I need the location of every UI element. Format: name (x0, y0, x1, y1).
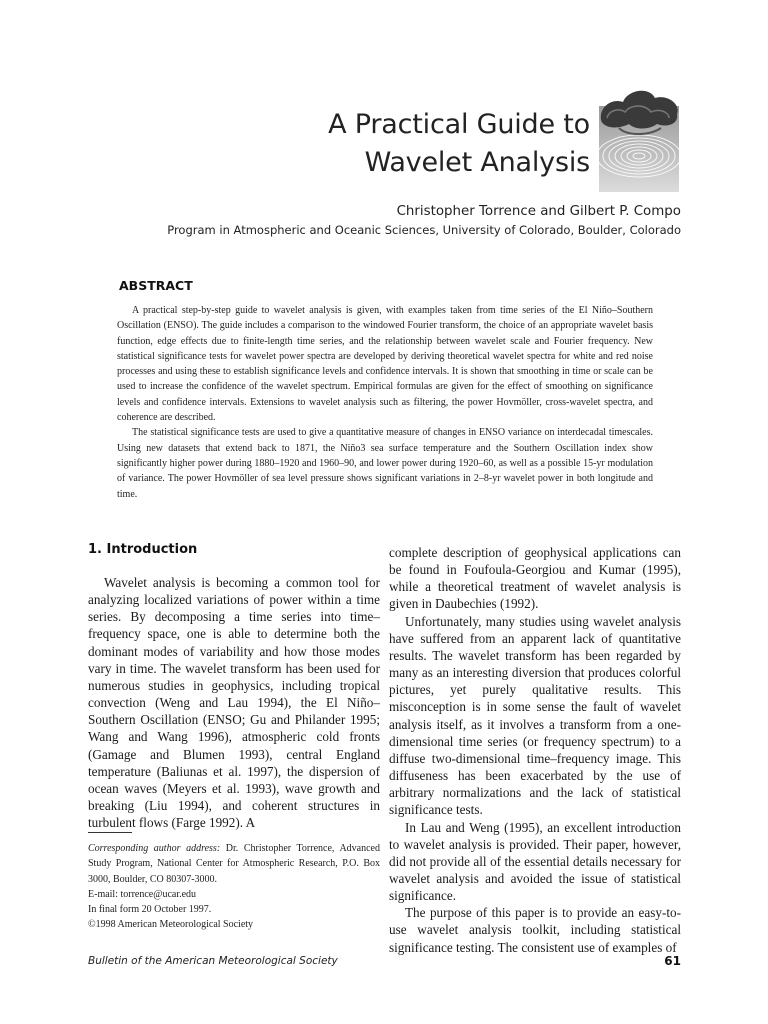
title-line-1: A Practical Guide to (328, 109, 590, 140)
abstract-paragraph-1: A practical step-by-step guide to wavelet analysis is given, with examples taken from time series of the El Niño–Southern Oscillation (ENSO). The guide includes a comparison to the windowed Fourier transform, the choice of an appropriate wavelet basis function, edge effects due to finite-length time series, and the relationship between wavelet scale and Fourier frequency. New statistical significance tests for wavelet power spectra are developed by deriving theoretical wavelet spectra for white and red noise processes and using these to establish significance levels and confidence intervals. It is shown that smoothing in time or scale can be used to increase the confidence of the wavelet spectrum. Empirical formulas are given for the effect of smoothing on significance levels and confidence intervals. Extensions to wavelet analysis such as filtering, the power Hovmöller, cross-wavelet spectra, and coherence are described. (117, 305, 653, 424)
journal-name-footer: Bulletin of the American Meteorological Society (88, 955, 338, 967)
storm-cloud-logo (597, 84, 681, 194)
left-column (88, 541, 380, 831)
section-heading-introduction: 1. Introduction (88, 542, 198, 557)
footnote (88, 832, 380, 933)
abstract-body (117, 303, 653, 502)
footnote-copyright: ©1998 American Meteorological Society (88, 919, 254, 931)
abstract-heading: ABSTRACT (119, 278, 193, 293)
title-line-2: Wavelet Analysis (364, 147, 590, 178)
footnote-rule (88, 832, 132, 833)
footnote-address (88, 841, 380, 887)
abstract-paragraph-2: The statistical significance tests are used to give a quantitative measure of changes in ENSO variance on interdecadal timescales. Using new datasets that extend back to 1871, the Niño3 sea surface temperature and the Southern Oscillation index show significantly higher power during 1880–1920 and 1960–90, and lower power during 1920–60, as well as a possible 15-yr modulation of variance. The power Hovmöller of sea level pressure shows significant variations in 2–8-yr wavelet power in both longitude and time. (117, 427, 653, 500)
footnote-email: E-mail: torrence@ucar.edu (88, 888, 197, 900)
footnote-final-form: In final form 20 October 1997. (88, 904, 212, 916)
intro-paragraph-4: The purpose of this paper is to provide an easy-to-use wavelet analysis toolkit, including statistical significance testing. The consistent use of examples of (389, 905, 681, 955)
intro-paragraph-1: Wavelet analysis is becoming a common tool for analyzing localized variations of power within a time series. By decomposing a time series into time–frequency space, one is able to determine both the dominant modes of variability and how those modes vary in time. The wavelet transform has been used for numerous studies in geophysics, including tropical convection (Weng and Lau 1994), the El Niño–Southern Oscillation (ENSO; Gu and Philander 1995; Wang and Wang 1996), atmospheric cold fronts (Gamage and Blumen 1993), central England temperature (Baliunas et al. 1997), the dispersion of ocean waves (Meyers et al. 1993), wave growth and breaking (Liu 1994), and coherent structures in turbulent flows (Farge 1992). A (88, 575, 380, 831)
paper-title (190, 106, 590, 182)
intro-paragraph-3: In Lau and Weng (1995), an excellent introduction to wavelet analysis is provided. Their paper, however, did not provide all of the essential details necessary for wavelet analysis and avoided the issue of statistical significance. (389, 819, 681, 904)
footnote-label: Corresponding author address: (88, 843, 221, 854)
authors: Christopher Torrence and Gilbert P. Compo (396, 204, 681, 219)
right-column (389, 544, 681, 956)
intro-paragraph-1-continued: complete description of geophysical applications can be found in Foufoula-Georgiou and Kumar (1995), while a theoretical treatment of wavelet analysis is given in Daubechies (1992). (389, 545, 681, 612)
page-number: 61 (664, 954, 681, 968)
footnote-address-text: Dr. Christopher Torrence, Advanced Study Program, National Center for Atmospheric Research, P.O. Box 3000, Boulder, CO 80307-3000. (88, 843, 380, 885)
affiliation: Program in Atmospheric and Oceanic Sciences, University of Colorado, Boulder, Colorado (167, 223, 681, 237)
intro-paragraph-2: Unfortunately, many studies using wavelet analysis have suffered from an apparent lack of quantitative results. The wavelet transform has been regarded by many as an interesting diversion that produces colorful pictures, yet purely qualitative results. This misconception is in some sense the fault of wavelet analysis itself, as it involves a transform from a one-dimensional time series (or frequency spectrum) to a diffuse two-dimensional time–frequency image. This diffuseness has been exacerbated by the use of arbitrary normalizations and the lack of statistical significance tests. (389, 613, 681, 818)
